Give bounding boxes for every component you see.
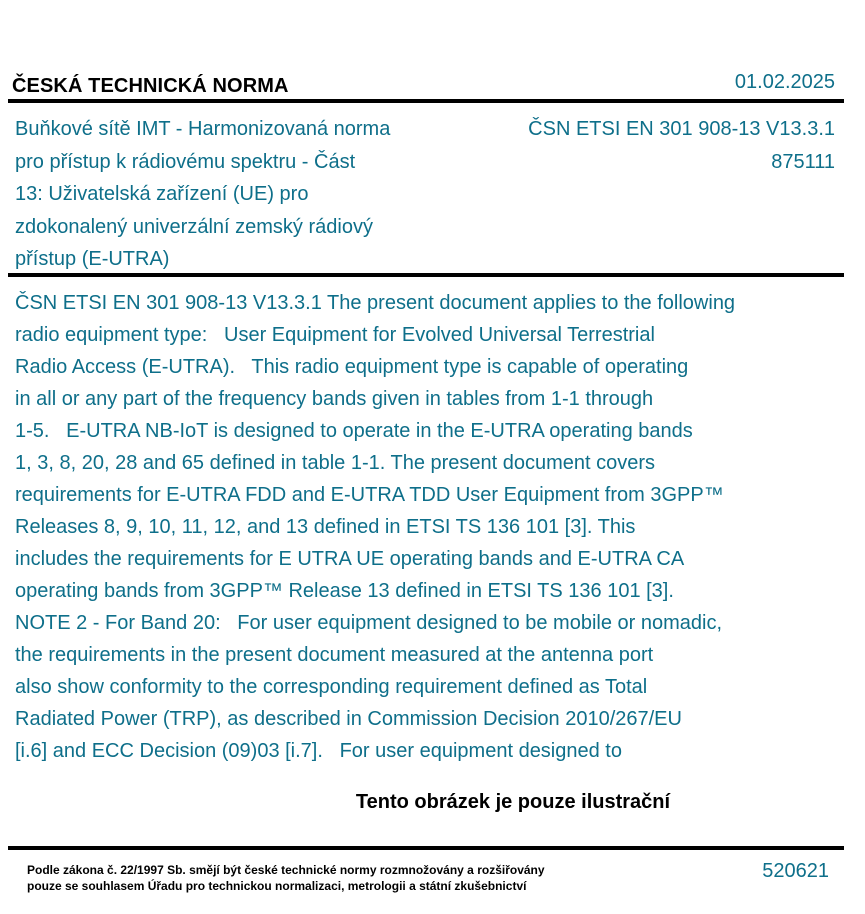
document-number: 520621 [762,860,829,882]
header-date: 01.02.2025 [734,71,835,93]
catalog-number: 875111 [771,150,835,173]
abstract-line: operating bands from 3GPP™ Release 13 defined in ETSI TS 136 101 [3]. [15,580,674,602]
standard-title-line: 13: Uživatelská zařízení (UE) pro [15,183,309,205]
standard-code: ČSN ETSI EN 301 908-13 V13.3.1 [528,118,835,140]
abstract-line: Radio Access (E-UTRA). This radio equipment type is capable of operating [15,356,689,378]
standard-title-line: pro přístup k rádiovému spektru - Část [15,150,356,173]
abstract-line: in all or any part of the frequency bands given in tables from 1-1 through [15,388,654,410]
abstract-line: also show conformity to the corresponding requirement defined as Total [15,676,648,698]
abstract-line: NOTE 2 - For Band 20: For user equipment designed to be mobile or nomadic, [15,612,723,634]
title-divider [8,273,844,277]
abstract-line: 1, 3, 8, 20, 28 and 65 defined in table 1-1. The present document covers [15,452,656,474]
legal-line: pouze se souhlasem Úřadu pro technickou normalizaci, metrologii a státní zkušebnictví [27,878,527,893]
abstract-line: Releases 8, 9, 10, 11, 12, and 13 defined in ETSI TS 136 101 [3]. This [15,516,636,538]
abstract-line: ČSN ETSI EN 301 908-13 V13.3.1 The present document applies to the following [15,292,736,314]
header-divider [8,99,844,103]
standard-title [15,113,435,276]
abstract-line: the requirements in the present document measured at the antenna port [15,644,654,666]
abstract-line: requirements for E-UTRA FDD and E-UTRA TDD User Equipment from 3GPP™ [15,484,724,506]
abstract-line: Radiated Power (TRP), as described in Commission Decision 2010/267/EU [15,708,682,730]
abstract-line: 1-5. E-UTRA NB-IoT is designed to operate in the E-UTRA operating bands [15,420,693,442]
header-title: ČESKÁ TECHNICKÁ NORMA [12,75,289,97]
footer-divider [8,846,844,850]
abstract-line: includes the requirements for E UTRA UE operating bands and E-UTRA CA [15,548,685,570]
standard-title-line: Buňkové sítě IMT - Harmonizovaná norma [15,118,391,140]
standard-title-line: zdokonalený univerzální zemský rádiový [15,215,373,238]
illustration-note: Tento obrázek je pouze ilustrační [355,791,671,813]
abstract-line: radio equipment type: User Equipment for Evolved Universal Terrestrial [15,324,655,346]
standard-code-block [528,113,835,178]
legal-line: Podle zákona č. 22/1997 Sb. smějí být české technické normy rozmnožovány a rozšiřovány [27,863,545,877]
standard-title-line: přístup (E-UTRA) [15,248,170,270]
abstract-line: [i.6] and ECC Decision (09)03 [i.7]. For user equipment designed to [15,740,622,762]
abstract-text [15,287,815,767]
legal-notice [27,863,545,894]
